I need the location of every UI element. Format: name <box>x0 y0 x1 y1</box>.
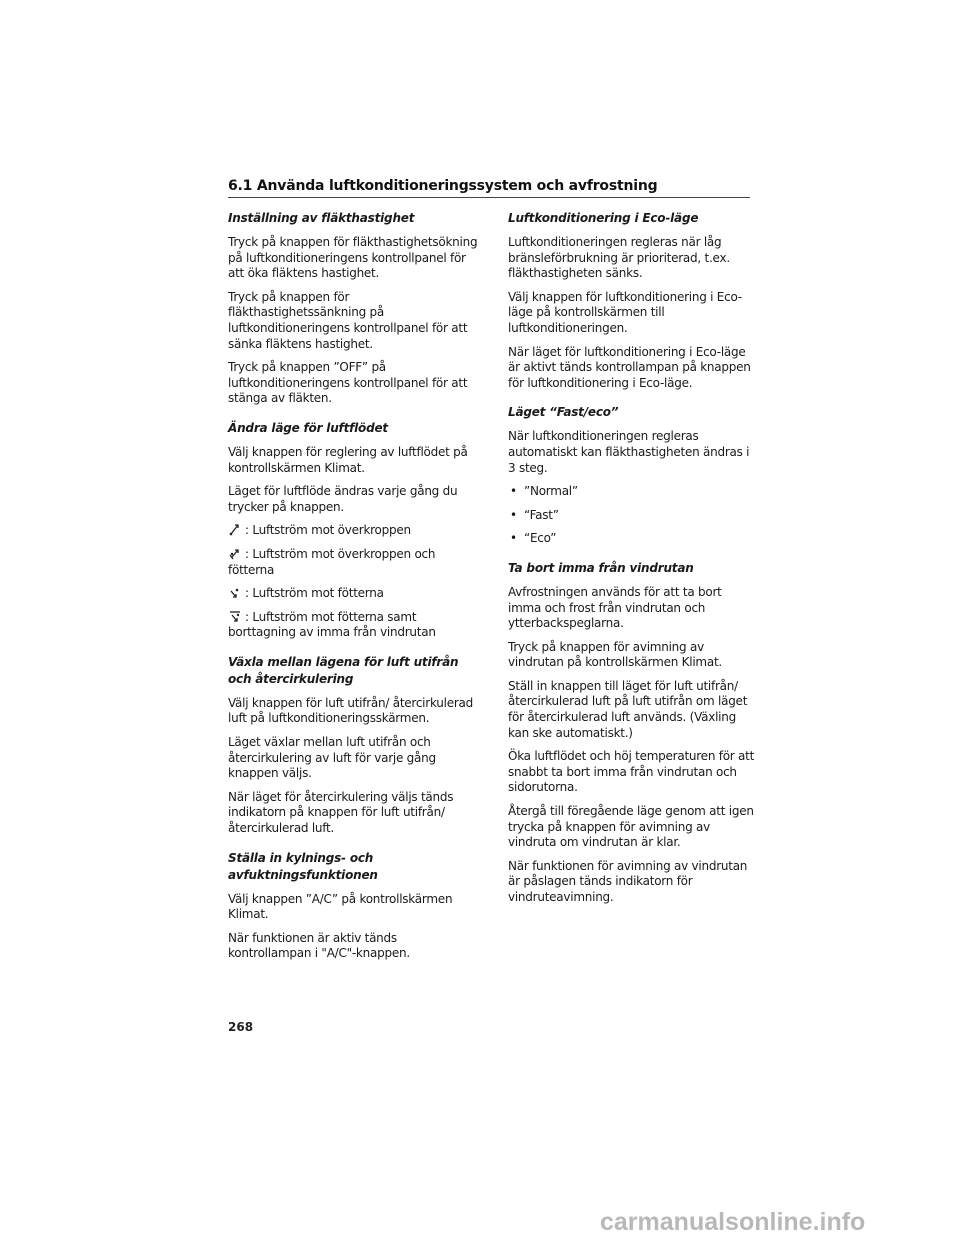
chapter-header <box>228 178 750 198</box>
page-number: 268 <box>228 1020 254 1034</box>
paragraph: Läget växlar mellan luft utifrån och återcirkulering av luft för varje gång knappen väljs. <box>228 735 436 781</box>
airflow-mode-label: : Luftström mot överkroppen och fötterna <box>228 546 436 577</box>
list-item-text: “Eco” <box>524 531 557 546</box>
paragraph: Välj knappen ”A/C” på kontrollskärmen Klimat. <box>228 891 453 922</box>
heading-fan-speed: Inställning av fläkthastighet <box>228 211 415 225</box>
bullet-dot: • <box>510 507 517 522</box>
heading-fast-eco: Läget “Fast/eco” <box>508 405 619 420</box>
list-item-text: “Fast” <box>524 507 559 522</box>
paragraph: Avfrostningen används för att ta bort imma och frost från vindrutan och ytterbackspeglarna. <box>508 584 722 631</box>
paragraph: Återgå till föregående läge genom att igen trycka på knappen för avimning av vindruta om vindrutan är klar. <box>508 804 754 850</box>
list-item-text: ”Normal” <box>524 484 578 499</box>
paragraph: Luftkonditioneringen regleras när låg bränsleförbrukning är prioriterad, t.ex. fläkthastigheten sänks. <box>508 235 730 281</box>
paragraph: När funktionen är aktiv tänds kontrollampan i "A/C"-knappen. <box>228 930 410 961</box>
airflow-mode-upper-body <box>228 523 478 539</box>
airflow-feet-defrost-icon <box>228 610 242 623</box>
paragraph: Tryck på knappen för avimning av vindrutan på kontrollskärmen Klimat. <box>508 639 722 670</box>
airflow-mode-upper-body-feet <box>228 547 478 578</box>
paragraph: Läget för luftflöde ändras varje gång du trycker på knappen. <box>228 484 458 514</box>
left-column <box>228 210 478 970</box>
paragraph: Välj knappen för luftkonditionering i Eco-läge på kontrollskärmen till luftkonditioneringen. <box>508 289 742 335</box>
bullet-dot: • <box>510 531 517 546</box>
paragraph: Välj knappen för luft utifrån/ återcirkulerad luft på luftkonditioneringsskärmen. <box>228 695 473 726</box>
heading-recirculation: Växla mellan lägena för luft utifrån och återcirkulering <box>228 654 459 686</box>
list-item <box>508 484 756 500</box>
heading-airflow-mode: Ändra läge för luftflödet <box>228 420 388 435</box>
paragraph: När luftkonditioneringen regleras automatiskt kan fläkthastigheten ändras i 3 steg. <box>508 429 750 475</box>
bullet-dot: • <box>510 484 517 499</box>
airflow-mode-label: : Luftström mot fötterna samt borttagning av imma från vindrutan <box>228 609 436 640</box>
heading-eco-mode: Luftkonditionering i Eco-läge <box>508 211 699 225</box>
airflow-mode-label: : Luftström mot överkroppen <box>245 523 411 538</box>
paragraph: När läget för luftkonditionering i Eco-läge är aktivt tänds kontrollampan på knappen för luftkonditionering i Eco-läge. <box>508 344 751 390</box>
paragraph: När läget för återcirkulering väljs tänds indikatorn på knappen för luft utifrån/återcirkulerad luft. <box>228 789 454 836</box>
airflow-feet-icon <box>228 586 242 599</box>
list-item <box>508 508 756 524</box>
paragraph: Öka luftflödet och höj temperaturen för att snabbt ta bort imma från vindrutan och sidorutorna. <box>508 749 755 795</box>
paragraph: Ställ in knappen till läget för luft utifrån/återcirkulerad luft på luft utifrån om läget för återcirkulerad luft används. (Växling kan ske automatiskt.) <box>508 678 748 740</box>
airflow-mode-feet-defrost <box>228 610 478 641</box>
right-column <box>508 210 756 914</box>
paragraph: Tryck på knappen ”OFF” på luftkonditioneringens kontrollpanel för att stänga av fläkten. <box>228 360 468 406</box>
airflow-upper-body-icon <box>228 523 242 536</box>
airflow-upper-body-feet-icon <box>228 547 242 560</box>
airflow-mode-label: : Luftström mot fötterna <box>245 586 384 601</box>
chapter-title: 6.1 Använda luftkonditioneringssystem och avfrostning <box>228 178 658 194</box>
paragraph: När funktionen för avimning av vindrutan är påslagen tänds indikatorn för vindruteavimning. <box>508 858 748 904</box>
airflow-mode-feet <box>228 586 478 602</box>
paragraph: Tryck på knappen för fläkthastighetssänkning på luftkonditioneringens kontrollpanel för att sänka fläktens hastighet. <box>228 289 468 351</box>
paragraph: Tryck på knappen för fläkthastighetsökning på luftkonditioneringens kontrollpanel för att öka fläktens hastighet. <box>228 235 478 281</box>
watermark: carmanualsonline.info <box>600 1208 866 1236</box>
heading-cooling-dehumidify: Ställa in kylnings- och avfuktningsfunktionen <box>228 850 378 882</box>
heading-defrost: Ta bort imma från vindrutan <box>508 560 694 575</box>
list-item <box>508 531 756 547</box>
paragraph: Välj knappen för reglering av luftflödet på kontrollskärmen Klimat. <box>228 444 468 475</box>
